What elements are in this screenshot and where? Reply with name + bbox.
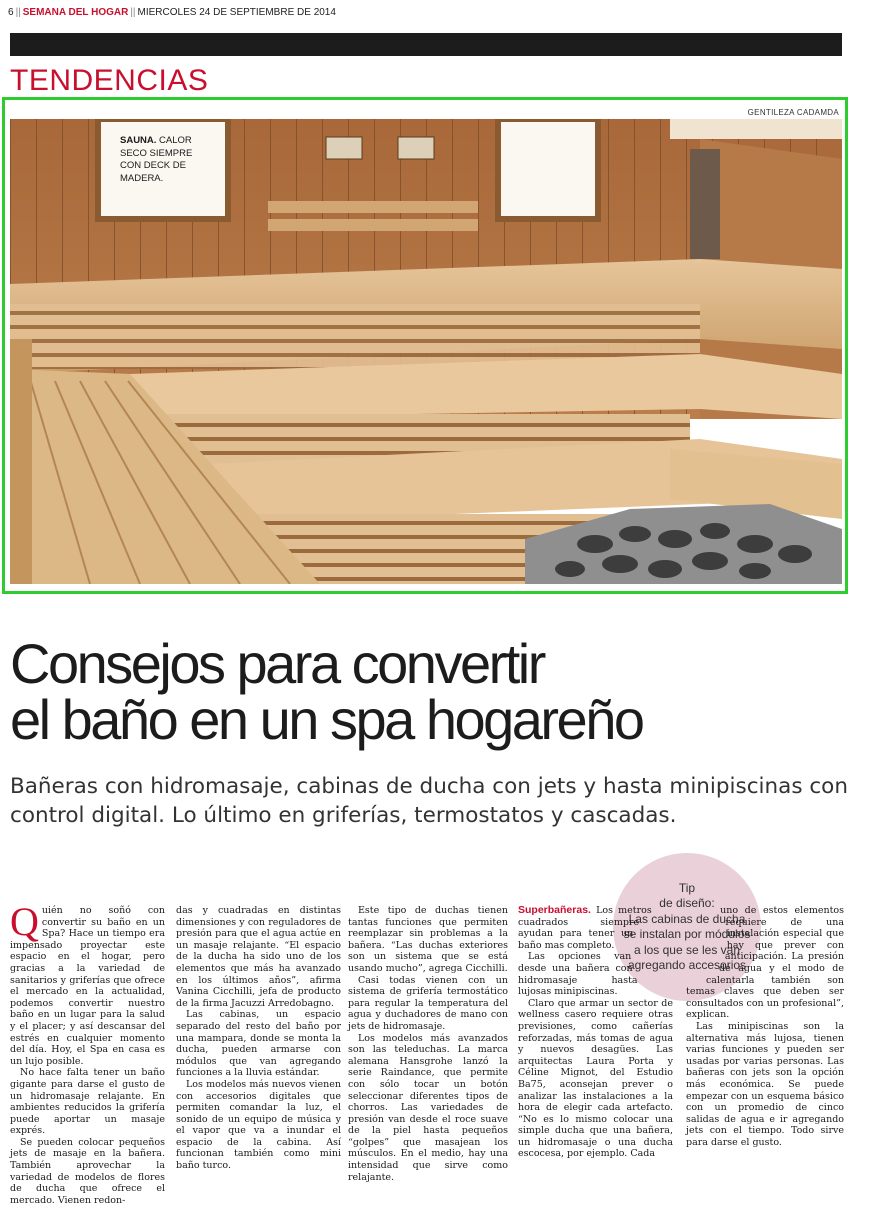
- photo-caption: [120, 135, 200, 185]
- paragraph: Este tipo de duchas tienen tantas funciones que permiten reemplazar sin problemas a la bañera. “Las duchas exteriores son un sistema que se está usando mucho”, agrega Cicchilli.: [348, 905, 508, 974]
- dropcap: Q: [10, 899, 39, 944]
- article-column-4: [518, 905, 673, 1160]
- tip-title-line-1: Tip: [678, 880, 696, 895]
- paragraph: Claro que armar un sector de wellness casero requiere otras previsiones, como cañerías reforzadas, más tomas de agua y nuevos desagües. Las arquitectas Laura Porta y Céline Mignot, del Estudio Ba75, aconsejan prever o analizar las instalaciones a la hora de elegir cada artefacto. “No es lo mismo colocar una simple ducha que una bañera, un hidromasaje o una ducha escocesa, por ejemplo. Cada: [518, 997, 673, 1160]
- paragraph-text: uién no soñó con convertir su baño en un Spa? Hace un tiempo era impensado proyectar este espacio en el hogar, pero gracias a la variedad de sanitarios y griferías que ofrece el mercado en la actualidad, podemos convertir nuestro baño en un lugar para la salud y el placer; y así descansar del estrés en cualquier momento del día. Hoy, el Spa en casa es un lujo posible.: [10, 905, 165, 1067]
- headline-line-1: Consejos para convertir: [10, 632, 544, 695]
- article-column-3: [348, 905, 508, 1183]
- top-banner-bar: [10, 33, 842, 56]
- sauna-photo: [10, 119, 842, 584]
- subsection-title: Superbañeras.: [518, 904, 591, 916]
- issue-date: MIERCOLES 24 DE SEPTIEMBRE DE 2014: [137, 7, 336, 18]
- article-column-5: [686, 905, 844, 1148]
- paragraph: Las opciones van desde una bañera con hidromasaje hasta lujosas minipiscinas.: [518, 951, 638, 998]
- article-column-1: [10, 899, 165, 1206]
- paragraph: Se pueden colocar pequeños jets de masaje en la bañera. También aprovechar la variedad de modelos de flores de ducha que ofrece el mercado. Vienen redon-: [10, 1136, 165, 1206]
- caption-text: CALOR SECO SIEMPRE CON DECK DE MADERA.: [120, 135, 193, 184]
- sauna-illustration: [10, 119, 842, 584]
- paragraph: Las minipiscinas son la alternativa más lujosa, tienen varias funciones y pueden ser usadas por varias personas. Las bañeras con jets son la opción más económica. Se puede empezar con un esquema básico con un promedio de cinco salidas de agua e ir agregando jets con el tiempo. Todo sirve para darse el gusto.: [686, 1020, 844, 1148]
- publication-name: SEMANA DEL HOGAR: [22, 7, 129, 18]
- caption-lead: SAUNA.: [120, 135, 157, 146]
- paragraph: [10, 899, 165, 1067]
- article-subhead: Bañeras con hidromasaje, cabinas de ducha con jets y hasta minipiscinas con control digital. Lo último en griferías, termostatos y cascadas.: [10, 774, 848, 828]
- article-column-2: [176, 905, 341, 1172]
- paragraph-text: Los metros cuadrados siempre ayudan para tener un baño mas completo.: [518, 905, 652, 951]
- photo-credit: GENTILEZA CADAMDA: [747, 108, 839, 117]
- paragraph: No hace falta tener un baño gigante para darse el gusto de un hidromasaje relajante. En ambientes reducidos la grifería puede aportar un masaje exprés.: [10, 1067, 165, 1137]
- page-header: 6 || SEMANA DEL HOGAR || MIERCOLES 24 DE SEPTIEMBRE DE 2014: [8, 7, 336, 18]
- tip-text: Las cabinas de ducha se instalan por módulos a los que se les van agregando accesorios: [623, 911, 751, 972]
- tip-title-line-2: de diseño:: [659, 896, 715, 910]
- paragraph: Casi todas vienen con un sistema de grifería termostático para regular la temperatura del agua y duchadores de mano con jets de hidromasaje.: [348, 974, 508, 1032]
- paragraph: Los modelos más avanzados son las teleduchas. La marca alemana Hansgrohe lanzó la serie Raindance, que permite con sólo tocar un botón seleccionar diferentes tipos de chorros. Las variedades de presión van desde el roce suave de la piel hasta pequeños “golpes” que masajean los músculos. En el medio, hay una intensidad que sirve como relajante.: [348, 1032, 508, 1183]
- paragraph: Los modelos más nuevos vienen con accesorios digitales que permiten comandar la luz, el sonido de un equipo de música y el vapor que va a inundar el espacio de la cabina. Así funcionan también como mini baño turco.: [176, 1078, 341, 1172]
- article-headline: [10, 632, 860, 751]
- page-number: 6: [8, 7, 14, 18]
- headline-line-2: el baño en un spa hogareño: [10, 688, 643, 751]
- paragraph: Las cabinas, un espacio separado del resto del baño por una mampara, donde se monta la ducha, pueden armarse con módulos que van agregando funciones a la lluvia estándar.: [176, 1009, 341, 1079]
- paragraph: uno de estos elementos requiere de una instalación especial que hay que prever con anticipación. La presión de agua y el modo de calentarla también son temas claves que deben ser consultados con un profesional”, explican.: [686, 905, 844, 1021]
- paragraph: das y cuadradas en distintas dimensiones y con reguladores de presión para que el agua actúe en un masaje relajante. “El espacio de la ducha ha sido uno de los elementos que más ha avanzado en los últimos años”, afirma Vanina Cicchilli, jefa de producto de la firma Jacuzzi Arredobagno.: [176, 905, 341, 1009]
- section-title: TENDENCIAS: [10, 64, 209, 97]
